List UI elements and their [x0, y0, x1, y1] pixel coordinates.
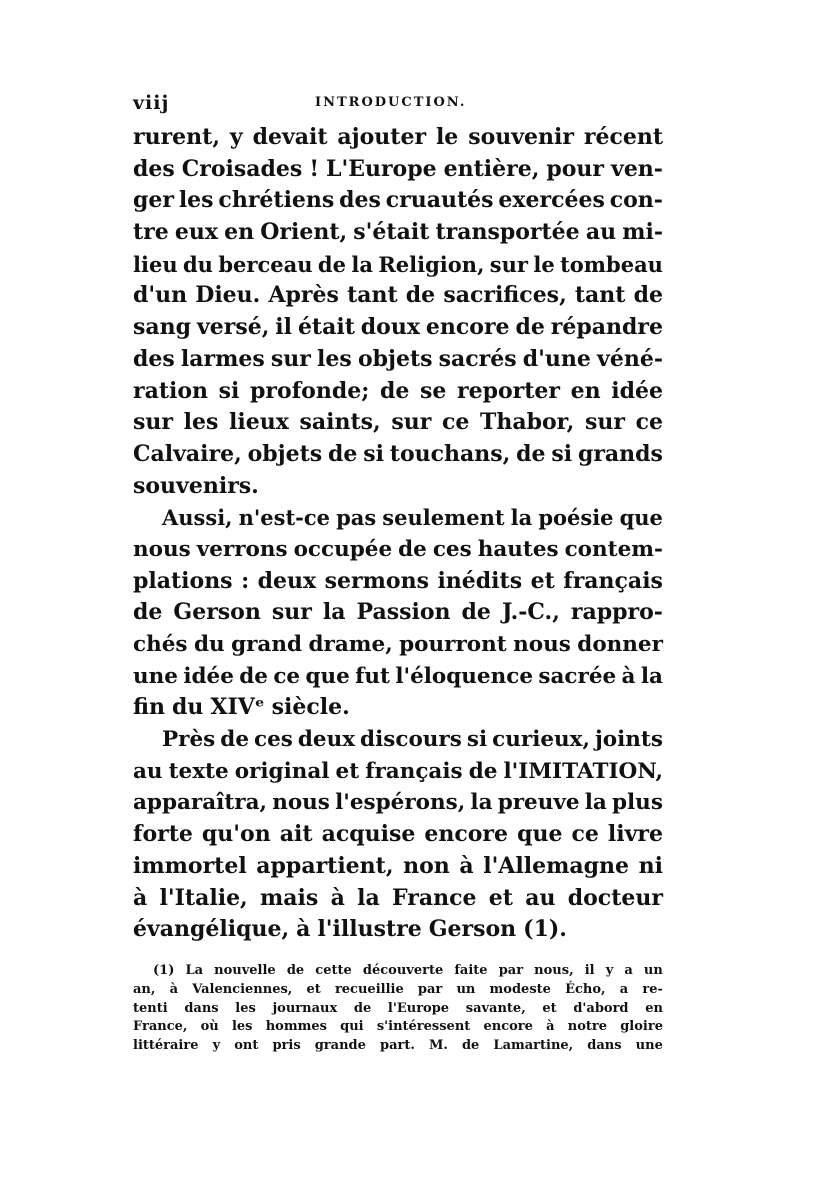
word: que: [305, 663, 350, 689]
word: Gerson: [428, 916, 517, 943]
word: touchans,: [389, 440, 511, 467]
word: Thabor,: [480, 409, 575, 436]
word: à: [133, 884, 148, 911]
word: ce: [273, 663, 301, 689]
word: notre: [567, 1019, 608, 1035]
word: Valenciennes,: [192, 981, 293, 997]
word: les: [317, 345, 352, 372]
word: en: [645, 1000, 663, 1016]
text-line: [133, 883, 663, 915]
word: dans: [184, 1000, 219, 1016]
word: de: [133, 599, 163, 626]
word: de: [405, 282, 436, 309]
word: de: [327, 440, 358, 467]
word: France: [392, 884, 477, 911]
word: La: [185, 963, 204, 978]
word: pris: [272, 1038, 301, 1054]
word: contem-: [564, 536, 663, 562]
word: les: [231, 1019, 253, 1035]
word: l'espérons,: [335, 790, 466, 816]
word: la: [357, 884, 380, 911]
word: re-: [642, 981, 663, 997]
word: versé,: [196, 314, 270, 341]
word: grande: [314, 1038, 366, 1054]
word: de: [317, 251, 346, 277]
word: nous,: [534, 963, 574, 978]
word: tant: [347, 282, 398, 309]
text-line: [133, 914, 663, 946]
text-line: [133, 471, 663, 503]
word: sur: [270, 345, 311, 372]
footnote-line: [133, 962, 663, 981]
word: un: [456, 981, 476, 997]
word: berceau: [218, 251, 313, 277]
word: à: [169, 981, 179, 997]
word: des: [133, 155, 175, 182]
text-line: [133, 756, 663, 788]
word: eux: [174, 219, 218, 246]
word: se: [419, 377, 447, 404]
word: les: [235, 1000, 256, 1016]
word: la: [584, 790, 607, 816]
word: grand: [231, 632, 303, 657]
word: l'illustre: [317, 916, 422, 943]
word: chrétiens: [218, 187, 335, 214]
word: reporter: [456, 377, 560, 404]
word: appartient,: [256, 852, 394, 879]
word: plus: [611, 790, 663, 816]
word: poésie: [538, 505, 614, 531]
word: objets: [247, 440, 323, 467]
word: Orient,: [260, 219, 348, 246]
word: rappro-: [570, 599, 663, 626]
word: un: [643, 963, 663, 978]
text-line: [133, 819, 663, 851]
word: pourront: [399, 632, 507, 657]
word: saints,: [299, 409, 381, 436]
word: objets: [357, 345, 433, 372]
word: Religion,: [378, 251, 485, 277]
word: sacrifices,: [443, 282, 567, 309]
word: ce: [571, 821, 599, 848]
word: France,: [133, 1019, 188, 1035]
word: y: [212, 1038, 221, 1054]
word: deux: [297, 727, 356, 753]
word: était: [297, 314, 355, 341]
word: de: [633, 282, 663, 309]
word: Passion: [356, 599, 451, 626]
text-line: [133, 597, 663, 629]
word: et: [542, 1000, 557, 1016]
word: docteur: [567, 884, 663, 911]
word: une: [635, 1038, 663, 1054]
word: part.: [379, 1038, 415, 1054]
page-header: [133, 92, 663, 118]
word: de: [461, 599, 491, 626]
word: Aussi,: [162, 505, 233, 531]
word: le: [533, 251, 555, 277]
word: des: [339, 187, 381, 214]
word: littéraire: [133, 1038, 199, 1054]
word: découverte: [362, 963, 444, 978]
word: pas: [336, 505, 377, 531]
word: et: [488, 884, 513, 911]
word: la: [510, 505, 533, 531]
word: récent: [583, 124, 663, 150]
word: ce: [441, 409, 470, 436]
word: et: [530, 567, 555, 594]
word: de: [461, 1038, 480, 1054]
word: en: [224, 219, 255, 246]
footnote-line: [133, 1037, 663, 1056]
word: l'Europe: [387, 1000, 450, 1016]
word: an,: [133, 981, 156, 997]
word: hommes: [265, 1019, 327, 1035]
word: de: [468, 758, 498, 784]
word: d'un: [133, 282, 188, 309]
word: et: [335, 758, 360, 784]
word: mais: [260, 884, 319, 911]
word: tant: [574, 282, 626, 309]
text-line: [133, 502, 663, 534]
word: :: [241, 567, 250, 594]
word: modeste: [489, 981, 551, 997]
word: nouvelle: [214, 963, 276, 978]
word: doux: [360, 314, 420, 341]
word: sacrés: [438, 345, 517, 372]
word: curieux,: [492, 727, 590, 753]
word: verrons: [196, 536, 288, 562]
word: d'abord: [573, 1000, 629, 1016]
word: donner: [577, 632, 663, 657]
word: les: [178, 187, 214, 214]
text-line: [133, 534, 663, 566]
word: tre: [133, 219, 169, 246]
word: grands: [577, 440, 663, 467]
text-line: [133, 122, 663, 154]
word: (1): [153, 963, 175, 978]
word: sur: [584, 409, 625, 436]
word: de: [239, 663, 268, 689]
word: de: [379, 377, 410, 404]
word: plations: [133, 567, 233, 594]
word: sur: [271, 599, 312, 626]
word: deux: [257, 567, 317, 594]
word: encore: [483, 1019, 533, 1035]
word: de: [353, 1000, 372, 1016]
word: que: [517, 821, 563, 848]
word: larmes: [180, 345, 265, 372]
word: si: [551, 440, 573, 467]
word: la: [640, 663, 663, 689]
word: a: [619, 981, 629, 997]
text-line: [133, 629, 663, 661]
word: nous: [133, 536, 191, 562]
word: l'Allemagne: [483, 852, 630, 879]
word: encore: [425, 314, 510, 341]
word: recueillie: [334, 981, 404, 997]
word: véné-: [597, 345, 663, 372]
word: du: [193, 632, 225, 657]
word: de: [220, 727, 249, 753]
word: Dieu.: [195, 282, 261, 309]
word: souvenirs.: [133, 472, 259, 499]
word: du: [183, 251, 213, 277]
word: une: [133, 663, 178, 689]
word: que: [619, 505, 663, 531]
word: non: [403, 852, 450, 879]
word: encore: [424, 821, 509, 848]
word: à: [621, 663, 636, 689]
word: en: [570, 377, 601, 404]
word: dans: [587, 1038, 622, 1054]
text-line: [133, 566, 663, 598]
word: !: [309, 155, 319, 182]
text-line: [133, 154, 663, 186]
text-line: [133, 661, 663, 693]
word: s'intéressent: [376, 1019, 471, 1035]
word: si: [363, 440, 384, 467]
word: discours: [360, 727, 462, 753]
word: joints: [594, 727, 663, 753]
word: par: [417, 981, 443, 997]
word: exercées: [498, 187, 605, 214]
word: acquise: [321, 821, 416, 848]
word: ger: [133, 187, 174, 214]
word: original: [234, 758, 330, 784]
text-line: [133, 439, 663, 471]
word: devait: [252, 124, 328, 150]
word: à: [330, 884, 345, 911]
word: le: [435, 124, 459, 150]
word: et: [306, 981, 321, 997]
word: Après: [268, 282, 339, 309]
word: idée: [611, 377, 663, 404]
word: sermons: [324, 567, 429, 594]
word: à: [546, 1019, 555, 1035]
word: savante,: [465, 1000, 526, 1016]
word: occupée: [293, 536, 393, 562]
word: sang: [133, 314, 192, 341]
word: la: [351, 251, 373, 277]
word: cruautés: [385, 187, 494, 214]
text-line: [133, 787, 663, 819]
word: drame,: [308, 632, 393, 657]
word: con-: [609, 187, 663, 214]
word: l'Italie,: [159, 884, 248, 911]
word: si: [218, 377, 240, 404]
word: français: [365, 758, 463, 784]
word: forte: [133, 821, 193, 848]
word: la: [322, 599, 346, 626]
text-line: [133, 249, 663, 281]
word: ration: [133, 377, 209, 404]
word: au: [585, 219, 617, 246]
word: y: [605, 963, 614, 978]
word: a: [624, 963, 633, 978]
word: faite: [454, 963, 488, 978]
word: (1).: [523, 916, 567, 943]
text-line: [133, 376, 663, 408]
word: inédits: [437, 567, 523, 594]
word: nous: [272, 790, 330, 816]
word: au: [133, 758, 163, 784]
word: évangélique,: [133, 916, 290, 943]
word: au: [525, 884, 556, 911]
word: il: [275, 314, 293, 341]
footnote-line: [133, 981, 663, 1000]
word: texte: [168, 758, 229, 784]
word: pour: [546, 155, 605, 182]
word: fin: [133, 694, 165, 721]
word: Écho,: [565, 981, 606, 997]
word: y: [229, 124, 243, 150]
text-line: [133, 851, 663, 883]
page-number: viij: [133, 92, 170, 114]
word: qu'on: [201, 821, 271, 848]
word: de: [286, 963, 305, 978]
word: Gerson: [173, 599, 261, 626]
text-line: [133, 312, 663, 344]
word: de: [515, 314, 545, 341]
word: XIVᵉ: [210, 694, 265, 721]
word: profonde;: [250, 377, 370, 404]
word: immortel: [133, 852, 247, 879]
word: journaux: [272, 1000, 338, 1016]
word: ajouter: [337, 124, 427, 150]
word: l'éloquence: [395, 663, 534, 689]
word: les: [183, 409, 219, 436]
word: l'IMITATION,: [503, 758, 663, 784]
word: idée: [183, 663, 234, 689]
word: sur: [489, 251, 528, 277]
word: entière,: [443, 155, 540, 182]
word: sur: [391, 409, 432, 436]
word: ces: [432, 536, 472, 562]
word: s'était: [353, 219, 430, 246]
word: lieu: [133, 251, 178, 277]
word: sacrée: [538, 663, 617, 689]
word: ait: [279, 821, 313, 848]
footnote: [133, 962, 663, 1056]
word: il: [584, 963, 595, 978]
word: où: [200, 1019, 219, 1035]
word: à: [459, 852, 474, 879]
footnote-line: [133, 1000, 663, 1019]
text-line: [133, 724, 663, 756]
word: L'Europe: [325, 155, 437, 182]
word: M.: [428, 1038, 448, 1054]
text-line: [133, 280, 663, 312]
word: répandre: [550, 314, 663, 341]
word: gloire: [620, 1019, 663, 1035]
word: qui: [340, 1019, 364, 1035]
footnote-line: [133, 1018, 663, 1037]
word: de: [516, 440, 546, 467]
word: cette: [315, 963, 352, 978]
word: apparaîtra,: [133, 790, 268, 816]
word: ni: [638, 852, 663, 879]
word: la: [470, 790, 493, 816]
word: sur: [133, 409, 173, 436]
word: chés: [133, 632, 188, 657]
word: seulement: [382, 505, 505, 531]
word: siècle.: [271, 694, 350, 721]
word: J.-C.,: [501, 599, 560, 626]
word: livre: [607, 821, 663, 848]
word: n'est-ce: [238, 505, 331, 531]
text-line: [133, 344, 663, 376]
word: fut: [355, 663, 390, 689]
text-line: [133, 407, 663, 439]
word: mi-: [622, 219, 663, 246]
word: d'une: [522, 345, 591, 372]
word: lieux: [229, 409, 289, 436]
word: rurent,: [133, 124, 220, 150]
word: Près: [162, 727, 216, 753]
text-line: [133, 692, 663, 724]
word: français: [563, 567, 663, 594]
word: hautes: [477, 536, 559, 562]
text-line: [133, 185, 663, 217]
body-text: [133, 122, 663, 946]
running-title: INTRODUCTION.: [315, 95, 467, 110]
word: ce: [635, 409, 663, 436]
word: Croisades: [181, 155, 303, 182]
word: souvenir: [468, 124, 574, 150]
word: transportée: [435, 219, 580, 246]
word: preuve: [497, 790, 580, 816]
word: de: [398, 536, 427, 562]
word: des: [133, 345, 175, 372]
word: à: [296, 916, 311, 943]
word: ont: [234, 1038, 259, 1054]
word: ven-: [611, 155, 663, 182]
word: Lamartine,: [493, 1038, 574, 1054]
word: nous: [513, 632, 571, 657]
word: si: [466, 727, 488, 753]
word: tombeau: [560, 251, 663, 277]
word: du: [172, 694, 204, 721]
word: Calvaire,: [133, 440, 242, 467]
text-line: [133, 217, 663, 249]
word: par: [498, 963, 524, 978]
word: tenti: [133, 1000, 168, 1016]
word: ces: [254, 727, 293, 753]
